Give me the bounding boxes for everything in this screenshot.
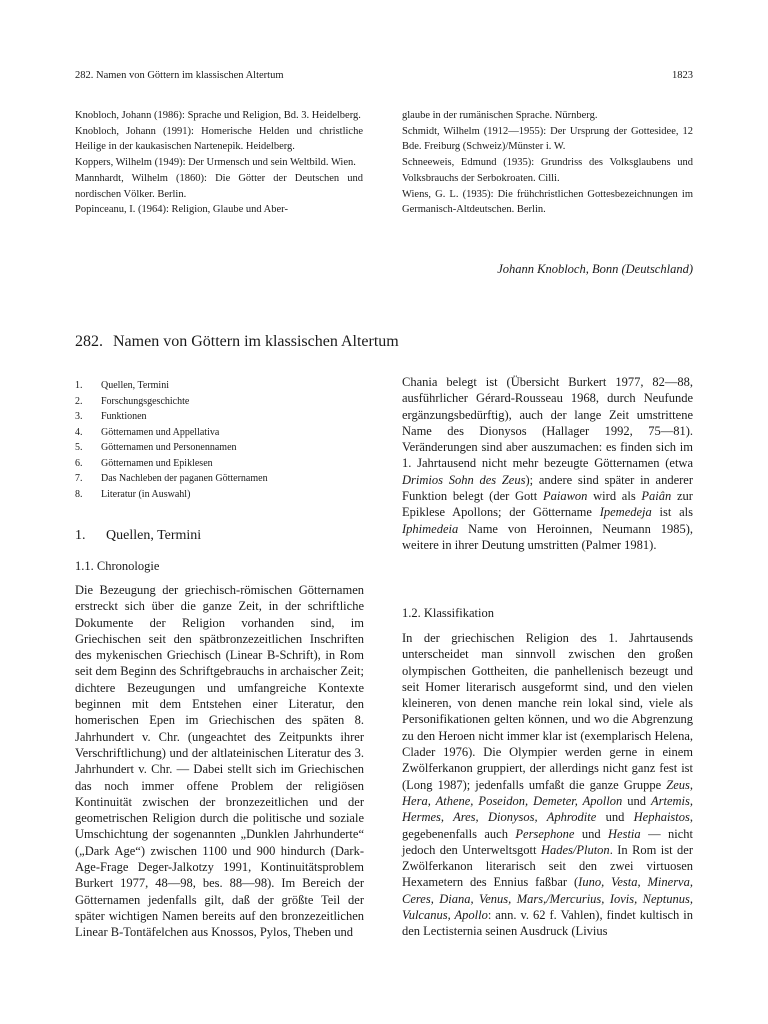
section-number: 1. — [75, 528, 86, 543]
reference-entry: Schmidt, Wilhelm (1912—1955): Der Ursprung der Gottesidee, 12 Bde. Freiburg (Schweiz)/Münster i. W. — [402, 125, 693, 153]
toc-item — [75, 394, 375, 410]
toc-item — [75, 409, 375, 425]
reference-entry: Mannhardt, Wilhelm (1860): Die Götter der Deutschen und nordischen Völker. Berlin. — [75, 172, 363, 200]
toc-label: Das Nachleben der paganen Götternamen — [101, 473, 268, 484]
running-head-title: 282. Namen von Göttern im klassischen Altertum — [75, 70, 284, 81]
reference-entry: Popinceanu, I. (1964): Religion, Glaube und Aber- — [75, 204, 288, 216]
page-number: 1823 — [672, 70, 693, 81]
body-right-column-lower — [402, 630, 693, 940]
author-signature: Johann Knobloch, Bonn (Deutschland) — [497, 262, 693, 276]
subsection-heading-chronologie: 1.1. Chronologie — [75, 559, 160, 573]
paragraph-chronologie: Die Bezeugung der griechisch-römischen Götternamen erstreckt sich über die ganze Zeit, in der schriftliche Dokumente der Religion vorhanden sind, im Griechischen seit den spätbronzezeitlichen Inschriften des mykenischen Griechisch (Linear B-Schrift), in Rom seit dem Beginn des Schriftgebrauchs in archaischer Zeit; dichtere Bezeugungen und umfangreiche Kontexte beginnen mit dem Entstehen einer Literatur, den homerischen Epen im Griechischen des späten 8. Jahrhundert v. Chr. (ungeachtet des Zeitpunkts ihrer Verschriftlichung) und der altlateinischen Literatur des 3. Jahrhundert v. Chr. — Dabei stellt sich im Griechischen das noch immer offene Problem der religiösen Kontinuität zwischen der bronzezeitlichen und der geometrischen Religion durch die politische und soziale Umschichtung der sogenannten „Dunklen Jahrhunderte“ („Dark Age“) zwischen 1100 und 900 hindurch (Dark-Age-Frage Deger-Jalkotzy 1991, Kontinuitätsproblem Burkert 1977, 48—98, bes. 88—98). Im Bereich der Götternamen jedenfalls gilt, daß der größte Teil der später wichtigen Namen bereits auf den bronzezeitlichen Linear B-Tontäfelchen aus Knossos, Pylos, Theben und — [75, 583, 364, 940]
article-number: 282. — [75, 333, 103, 350]
toc-label: Forschungsgeschichte — [101, 395, 190, 407]
toc-label: Götternamen und Personennamen — [101, 442, 237, 453]
toc-number: 4. — [75, 426, 83, 438]
toc-number: 5. — [75, 442, 83, 453]
toc-item — [75, 471, 375, 487]
toc-item — [75, 440, 375, 456]
reference-entry: Knobloch, Johann (1991): Homerische Helden und christliche Heilige in der kaukasischen Nartenepik. Heidelberg. — [75, 125, 363, 153]
references-right-column — [402, 108, 693, 218]
toc-number: 2. — [75, 395, 83, 407]
reference-entry: Schneeweis, Edmund (1935): Grundriss des Volksglaubens und Volksbrauchs der Serbokroaten. Cilli. — [402, 157, 693, 184]
toc-label: Quellen, Termini — [101, 380, 169, 391]
subsection-heading-klassifikation: 1.2. Klassifikation — [402, 606, 495, 620]
section-title: Quellen, Termini — [106, 528, 202, 543]
article-title — [75, 333, 399, 351]
reference-entry: Koppers, Wilhelm (1949): Der Urmensch und sein Weltbild. Wien. — [75, 157, 356, 169]
toc-item — [75, 425, 375, 441]
body-right-column — [402, 374, 693, 553]
toc-label: Literatur (in Auswahl) — [101, 488, 191, 500]
reference-continuation: glaube in der rumänischen Sprache. Nürnberg. — [402, 110, 598, 121]
running-head — [75, 70, 693, 84]
toc-item — [75, 378, 375, 394]
toc-label: Funktionen — [101, 411, 147, 422]
article-title-text: Namen von Göttern im klassischen Altertum — [113, 333, 399, 350]
toc-label: Götternamen und Appellativa — [101, 426, 220, 438]
toc-label: Götternamen und Epiklesen — [101, 457, 213, 469]
toc-number: 1. — [75, 380, 83, 391]
toc-item — [75, 487, 375, 503]
toc-number: 7. — [75, 473, 83, 484]
reference-entry: Knobloch, Johann (1986): Sprache und Religion, Bd. 3. Heidelberg. — [75, 110, 361, 121]
body-left-column — [75, 582, 364, 941]
reference-entry: Wiens, G. L. (1935): Die frühchristlichen Gottesbezeichnungen im Germanisch-Altdeutschen. Berlin. — [402, 188, 693, 216]
toc-item — [75, 456, 375, 472]
section-heading — [75, 528, 201, 544]
toc-number: 8. — [75, 488, 83, 500]
paragraph-klassifikation: In der griechischen Religion des 1. Jahrtausends unterscheidet man sinnvoll zwischen den großen olympischen Gottheiten, die panhellenisch bezeugt und seit Homer literarisch ausgeformt sind, und den vielen kleineren, von denen manche rein lokal sind, viele als Personifikationen gelten können, und wo die Abgrenzung zu den Heroen nicht immer klar ist (exemplarisch Helena, Clader 1976). Die Olympier werden gerne in einem Zwölferkanon gruppiert, der allerdings nicht ganz fest ist (Long 1987); jedenfalls umfaßt die ganze Gruppe Zeus, Hera, Athene, Poseidon, Demeter, Apollon und Artemis, Hermes, Ares, Dionysos, Aphrodite und Hephaistos, gegebenenfalls auch Persephone und Hestia — nicht jedoch den Unterweltsgott Hades/Pluton. In Rom ist der Zwölferkanon literarisch seit den zwei virtuosen Hexametern des Ennius faßbar (Iuno, Vesta, Minerva, Ceres, Diana, Venus, Mars,/Mercurius, Iovis, Neptunus, Vulcanus, Apollo: ann. v. 62 f. Vahlen), findet kultisch in den Lectisternia seinen Ausdruck (Livius — [402, 631, 694, 939]
references-left-column — [75, 108, 363, 218]
toc-number: 6. — [75, 457, 83, 469]
toc-number: 3. — [75, 411, 83, 422]
table-of-contents — [75, 378, 375, 502]
paragraph-chronologie-cont: Chania belegt ist (Übersicht Burkert 1977, 82—88, ausführlicher Gérard-Rousseau 1968, durch Neufunde ergänzungsbedürftig), auch der lange Zeit umstrittene Name des Dionysos (Hallager 1992, 75—81). Veränderungen sind aber auszumachen: es finden sich im 1. Jahrtausend nicht mehr bezeugte Götternamen (etwa Drimios Sohn des Zeus); andere sind später in anderer Funktion belegt (der Gott Paiawon wird als Paiân zur Epiklese Apollons; der Göttername Ipemedeja ist als Iphimedeia Name von Heroinnen, Neumann 1985), weitere in ihrer Deutung umstritten (Palmer 1981). — [402, 375, 693, 552]
